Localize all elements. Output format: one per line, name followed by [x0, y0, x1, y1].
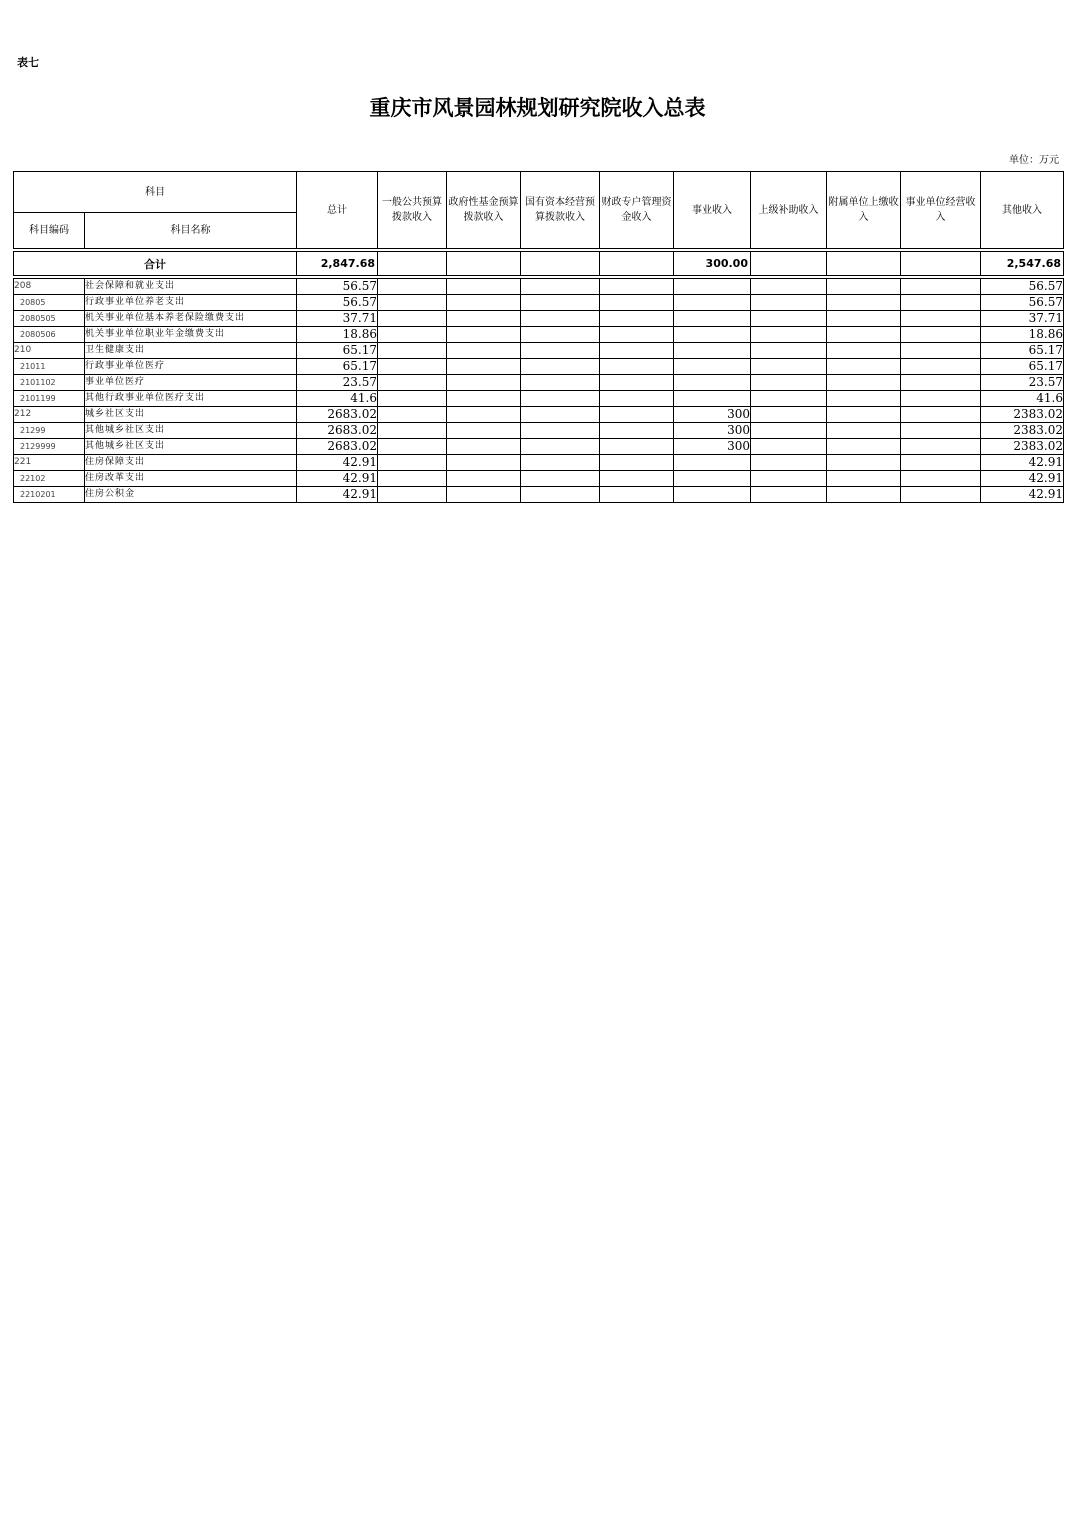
header-operating: 事业单位经营收入 [901, 172, 981, 249]
business-cell: 300 [674, 407, 751, 423]
general-budget-cell [378, 407, 447, 423]
fiscal-special-cell [600, 359, 674, 375]
total-cell: 2683.02 [297, 439, 378, 455]
header-superior-subsidy: 上级补助收入 [751, 172, 827, 249]
business-cell [674, 311, 751, 327]
table-row [14, 375, 1064, 391]
state-capital-cell [521, 359, 600, 375]
general-budget-cell [378, 279, 447, 295]
subject-name-cell: 住房改革支出 [85, 471, 297, 487]
table-row [14, 439, 1064, 455]
header-general-budget: 一般公共预算拨款收入 [378, 172, 447, 249]
header-affiliated: 附属单位上缴收入 [827, 172, 901, 249]
gov-fund-cell [447, 343, 521, 359]
header-row [14, 172, 1064, 213]
table-row [14, 359, 1064, 375]
general-budget-cell [378, 359, 447, 375]
header-subject: 科目 [14, 172, 297, 213]
header-subject-name: 科目名称 [85, 213, 297, 249]
summary-row [14, 252, 1064, 276]
table-row [14, 455, 1064, 471]
operating-cell [901, 423, 981, 439]
header-business: 事业收入 [674, 172, 751, 249]
business-cell [674, 327, 751, 343]
header-subject-code: 科目编码 [14, 213, 85, 249]
other-cell: 65.17 [981, 359, 1064, 375]
state-capital-cell [521, 343, 600, 359]
subject-name-cell: 机关事业单位基本养老保险缴费支出 [85, 311, 297, 327]
gov-fund-cell [447, 311, 521, 327]
other-cell: 56.57 [981, 295, 1064, 311]
affiliated-cell [827, 487, 901, 503]
table-row [14, 487, 1064, 503]
subject-name-cell: 住房保障支出 [85, 455, 297, 471]
total-cell: 65.17 [297, 343, 378, 359]
fiscal-special-cell [600, 311, 674, 327]
other-cell: 42.91 [981, 455, 1064, 471]
table-row [14, 327, 1064, 343]
total-cell: 2683.02 [297, 423, 378, 439]
superior-subsidy-cell [751, 487, 827, 503]
state-capital-cell [521, 471, 600, 487]
gov-fund-cell [447, 295, 521, 311]
state-capital-cell [521, 407, 600, 423]
fiscal-special-cell [600, 407, 674, 423]
operating-cell [901, 407, 981, 423]
summary-business: 300.00 [674, 252, 751, 276]
fiscal-special-cell [600, 391, 674, 407]
subject-name-cell: 行政事业单位医疗 [85, 359, 297, 375]
business-cell [674, 487, 751, 503]
business-cell [674, 375, 751, 391]
subject-code-cell: 2080505 [14, 311, 85, 327]
subject-code-cell: 21299 [14, 423, 85, 439]
superior-subsidy-cell [751, 391, 827, 407]
gov-fund-cell [447, 407, 521, 423]
subject-code-cell: 2129999 [14, 439, 85, 455]
fiscal-special-cell [600, 471, 674, 487]
general-budget-cell [378, 487, 447, 503]
summary-label: 合计 [14, 252, 297, 276]
state-capital-cell [521, 439, 600, 455]
subject-name-cell: 其他城乡社区支出 [85, 423, 297, 439]
table-row [14, 295, 1064, 311]
subject-name-cell: 机关事业单位职业年金缴费支出 [85, 327, 297, 343]
table-body [14, 249, 1064, 503]
superior-subsidy-cell [751, 439, 827, 455]
fiscal-special-cell [600, 439, 674, 455]
general-budget-cell [378, 311, 447, 327]
business-cell [674, 391, 751, 407]
state-capital-cell [521, 295, 600, 311]
business-cell: 300 [674, 439, 751, 455]
general-budget-cell [378, 375, 447, 391]
total-cell: 65.17 [297, 359, 378, 375]
total-cell: 2683.02 [297, 407, 378, 423]
general-budget-cell [378, 455, 447, 471]
fiscal-special-cell [600, 375, 674, 391]
business-cell [674, 295, 751, 311]
subject-code-cell: 21011 [14, 359, 85, 375]
summary-total: 2,847.68 [297, 252, 378, 276]
total-cell: 42.91 [297, 487, 378, 503]
other-cell: 23.57 [981, 375, 1064, 391]
operating-cell [901, 455, 981, 471]
general-budget-cell [378, 343, 447, 359]
total-cell: 56.57 [297, 279, 378, 295]
gov-fund-cell [447, 359, 521, 375]
subject-name-cell: 社会保障和就业支出 [85, 279, 297, 295]
other-cell: 2383.02 [981, 423, 1064, 439]
table-row [14, 391, 1064, 407]
gov-fund-cell [447, 439, 521, 455]
header-state-capital: 国有资本经营预算拨款收入 [521, 172, 600, 249]
affiliated-cell [827, 359, 901, 375]
total-cell: 23.57 [297, 375, 378, 391]
other-cell: 42.91 [981, 487, 1064, 503]
affiliated-cell [827, 391, 901, 407]
affiliated-cell [827, 343, 901, 359]
affiliated-cell [827, 423, 901, 439]
operating-cell [901, 471, 981, 487]
affiliated-cell [827, 295, 901, 311]
business-cell [674, 359, 751, 375]
superior-subsidy-cell [751, 407, 827, 423]
other-cell: 42.91 [981, 471, 1064, 487]
state-capital-cell [521, 279, 600, 295]
gov-fund-cell [447, 279, 521, 295]
total-cell: 37.71 [297, 311, 378, 327]
table-row [14, 279, 1064, 295]
total-cell: 18.86 [297, 327, 378, 343]
affiliated-cell [827, 279, 901, 295]
operating-cell [901, 391, 981, 407]
affiliated-cell [827, 471, 901, 487]
superior-subsidy-cell [751, 327, 827, 343]
operating-cell [901, 295, 981, 311]
table-row [14, 343, 1064, 359]
gov-fund-cell [447, 375, 521, 391]
operating-cell [901, 327, 981, 343]
gov-fund-cell [447, 391, 521, 407]
affiliated-cell [827, 455, 901, 471]
business-cell: 300 [674, 423, 751, 439]
table-row [14, 407, 1064, 423]
total-cell: 41.6 [297, 391, 378, 407]
business-cell [674, 455, 751, 471]
state-capital-cell [521, 311, 600, 327]
affiliated-cell [827, 439, 901, 455]
header-gov-fund: 政府性基金预算拨款收入 [447, 172, 521, 249]
table-row [14, 423, 1064, 439]
total-cell: 42.91 [297, 455, 378, 471]
fiscal-special-cell [600, 327, 674, 343]
subject-name-cell: 事业单位医疗 [85, 375, 297, 391]
superior-subsidy-cell [751, 343, 827, 359]
other-cell: 65.17 [981, 343, 1064, 359]
fiscal-special-cell [600, 279, 674, 295]
state-capital-cell [521, 327, 600, 343]
table-row [14, 471, 1064, 487]
business-cell [674, 279, 751, 295]
table-row [14, 311, 1064, 327]
general-budget-cell [378, 391, 447, 407]
summary-other: 2,547.68 [981, 252, 1064, 276]
gov-fund-cell [447, 327, 521, 343]
subject-name-cell: 城乡社区支出 [85, 407, 297, 423]
subject-name-cell: 住房公积金 [85, 487, 297, 503]
subject-code-cell: 212 [14, 407, 85, 423]
income-summary-table [13, 171, 1064, 503]
business-cell [674, 471, 751, 487]
general-budget-cell [378, 471, 447, 487]
header-other: 其他收入 [981, 172, 1064, 249]
fiscal-special-cell [600, 343, 674, 359]
affiliated-cell [827, 327, 901, 343]
unit-label: 单位：万元 [1009, 155, 1059, 166]
superior-subsidy-cell [751, 359, 827, 375]
header-fiscal-special: 财政专户管理资金收入 [600, 172, 674, 249]
subject-code-cell: 208 [14, 279, 85, 295]
subject-name-cell: 其他行政事业单位医疗支出 [85, 391, 297, 407]
subject-code-cell: 2101102 [14, 375, 85, 391]
fiscal-special-cell [600, 455, 674, 471]
affiliated-cell [827, 375, 901, 391]
operating-cell [901, 311, 981, 327]
subject-name-cell: 行政事业单位养老支出 [85, 295, 297, 311]
table-number: 表七 [17, 56, 39, 69]
fiscal-special-cell [600, 295, 674, 311]
state-capital-cell [521, 391, 600, 407]
subject-name-cell: 卫生健康支出 [85, 343, 297, 359]
superior-subsidy-cell [751, 455, 827, 471]
operating-cell [901, 343, 981, 359]
general-budget-cell [378, 439, 447, 455]
subject-code-cell: 22102 [14, 471, 85, 487]
total-cell: 42.91 [297, 471, 378, 487]
general-budget-cell [378, 327, 447, 343]
operating-cell [901, 439, 981, 455]
superior-subsidy-cell [751, 375, 827, 391]
operating-cell [901, 279, 981, 295]
state-capital-cell [521, 423, 600, 439]
other-cell: 18.86 [981, 327, 1064, 343]
other-cell: 2383.02 [981, 407, 1064, 423]
superior-subsidy-cell [751, 423, 827, 439]
operating-cell [901, 487, 981, 503]
subject-name-cell: 其他城乡社区支出 [85, 439, 297, 455]
subject-code-cell: 2101199 [14, 391, 85, 407]
other-cell: 2383.02 [981, 439, 1064, 455]
superior-subsidy-cell [751, 295, 827, 311]
page-title: 重庆市风景园林规划研究院收入总表 [369, 95, 706, 120]
subject-code-cell: 2210201 [14, 487, 85, 503]
subject-code-cell: 20805 [14, 295, 85, 311]
other-cell: 37.71 [981, 311, 1064, 327]
superior-subsidy-cell [751, 471, 827, 487]
subject-code-cell: 2080506 [14, 327, 85, 343]
operating-cell [901, 359, 981, 375]
general-budget-cell [378, 295, 447, 311]
fiscal-special-cell [600, 487, 674, 503]
state-capital-cell [521, 455, 600, 471]
other-cell: 56.57 [981, 279, 1064, 295]
subject-code-cell: 221 [14, 455, 85, 471]
total-cell: 56.57 [297, 295, 378, 311]
superior-subsidy-cell [751, 279, 827, 295]
fiscal-special-cell [600, 423, 674, 439]
state-capital-cell [521, 487, 600, 503]
other-cell: 41.6 [981, 391, 1064, 407]
gov-fund-cell [447, 455, 521, 471]
gov-fund-cell [447, 471, 521, 487]
business-cell [674, 343, 751, 359]
general-budget-cell [378, 423, 447, 439]
affiliated-cell [827, 311, 901, 327]
subject-code-cell: 210 [14, 343, 85, 359]
header-total: 总计 [297, 172, 378, 249]
superior-subsidy-cell [751, 311, 827, 327]
affiliated-cell [827, 407, 901, 423]
state-capital-cell [521, 375, 600, 391]
gov-fund-cell [447, 423, 521, 439]
gov-fund-cell [447, 487, 521, 503]
operating-cell [901, 375, 981, 391]
